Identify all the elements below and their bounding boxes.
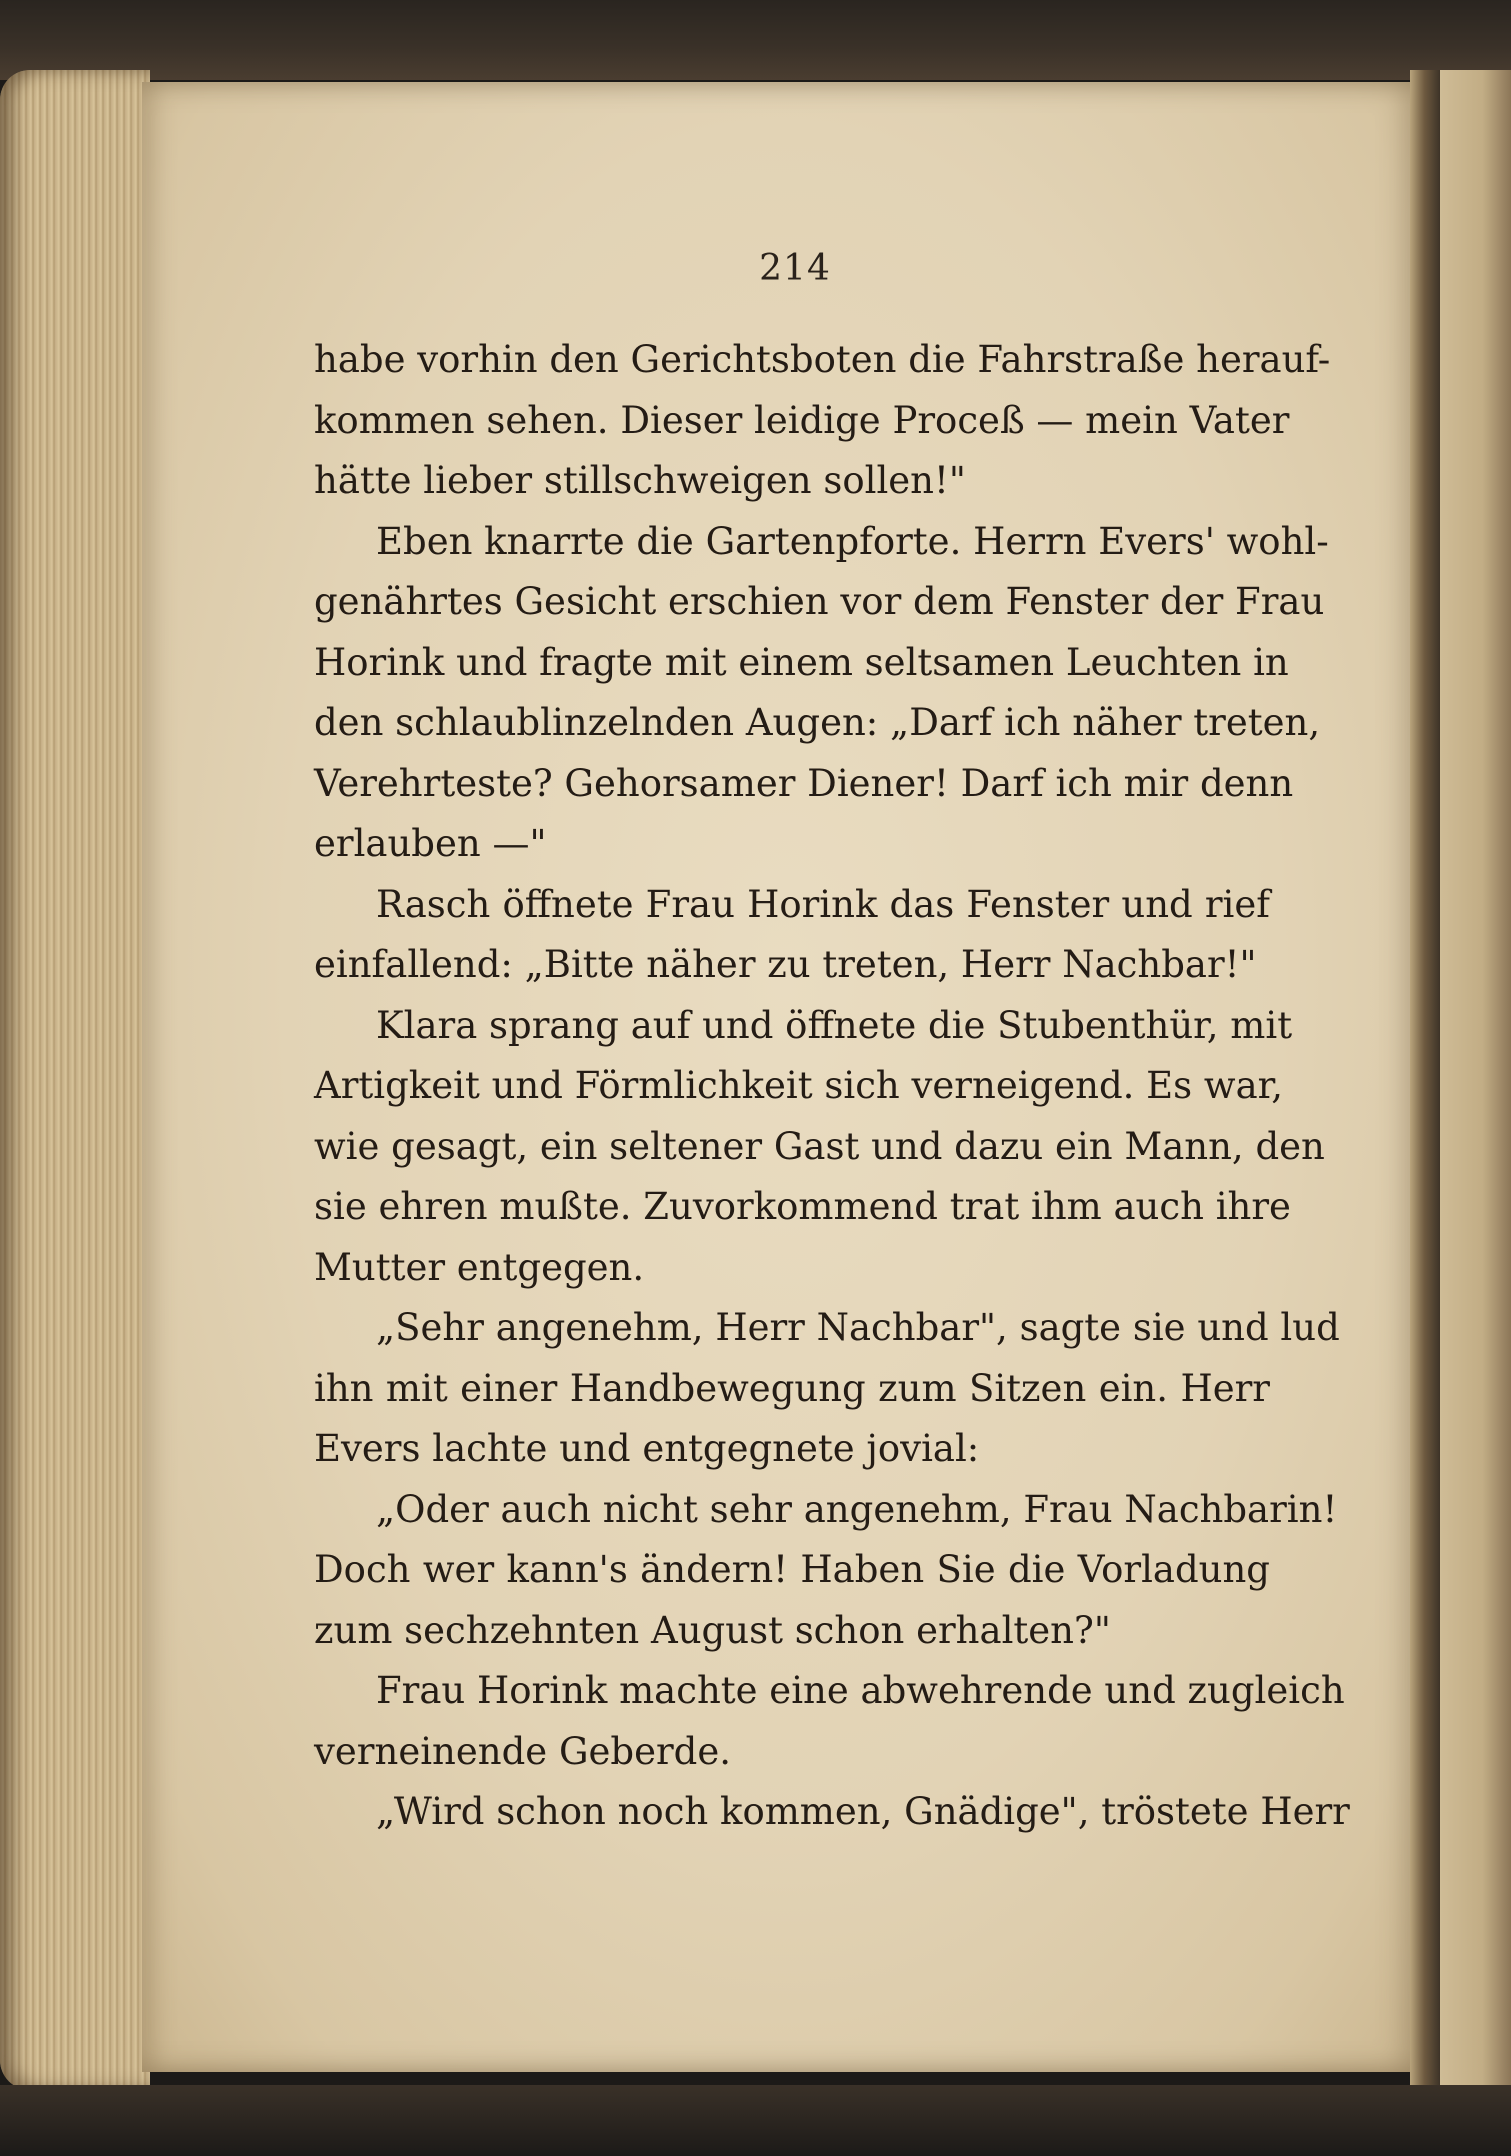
book-cover-top	[0, 0, 1511, 80]
text-line: „Wird schon noch kommen, Gnädige", tröstete Herr	[376, 1790, 1350, 1833]
text-line: zum sechzehnten August schon erhalten?"	[314, 1608, 1111, 1652]
text-line: „Oder auch nicht sehr angenehm, Frau Nachbarin!	[376, 1487, 1338, 1531]
body-text	[314, 330, 1350, 1843]
text-line: Verehrteste? Gehorsamer Diener! Darf ich mir denn	[314, 761, 1294, 805]
text-line: Frau Horink machte eine abwehrende und zugleich	[376, 1669, 1345, 1712]
book-cover-bottom	[0, 2085, 1511, 2156]
text-line: erlauben —"	[314, 822, 547, 865]
facing-page-edge	[1440, 70, 1511, 2100]
text-line: Klara sprang auf und öffnete die Stubenthür, mit	[376, 1003, 1293, 1047]
text-line: verneinende Geberde.	[314, 1729, 732, 1773]
text-line: Eben knarrte die Gartenpforte. Herrn Evers' wohl-	[376, 519, 1329, 563]
text-line: einfallend: „Bitte näher zu treten, Herr Nachbar!"	[314, 943, 1257, 986]
text-line: den schlaublinzelnden Augen: „Darf ich näher treten,	[314, 701, 1321, 744]
text-line: Rasch öffnete Frau Horink das Fenster und rief	[376, 882, 1270, 926]
text-line: sie ehren mußte. Zuvorkommend trat ihm auch ihre	[314, 1185, 1291, 1228]
text-line: Evers lachte und entgegnete jovial:	[314, 1427, 980, 1470]
text-line: Mutter entgegen.	[314, 1245, 645, 1289]
page-number: 214	[759, 248, 831, 289]
text-line: ihn mit einer Handbewegung zum Sitzen ein. Herr	[314, 1366, 1270, 1410]
text-line: Artigkeit und Förmlichkeit sich verneigend. Es war,	[314, 1064, 1284, 1107]
text-line: hätte lieber stillschweigen sollen!"	[314, 459, 966, 502]
text-line: genährtes Gesicht erschien vor dem Fenster der Frau	[314, 580, 1325, 623]
text-line: Doch wer kann's ändern! Haben Sie die Vorladung	[314, 1548, 1270, 1591]
text-line: „Sehr angenehm, Herr Nachbar", sagte sie und lud	[376, 1306, 1340, 1349]
text-line: Horink und fragte mit einem seltsamen Leuchten in	[314, 640, 1289, 684]
text-line: habe vorhin den Gerichtsboten die Fahrstraße herauf-	[314, 338, 1331, 381]
text-line: wie gesagt, ein seltener Gast und dazu ein Mann, den	[314, 1124, 1325, 1168]
page-edges	[0, 70, 150, 2090]
text-line: kommen sehen. Dieser leidige Proceß — mein Vater	[314, 398, 1290, 442]
